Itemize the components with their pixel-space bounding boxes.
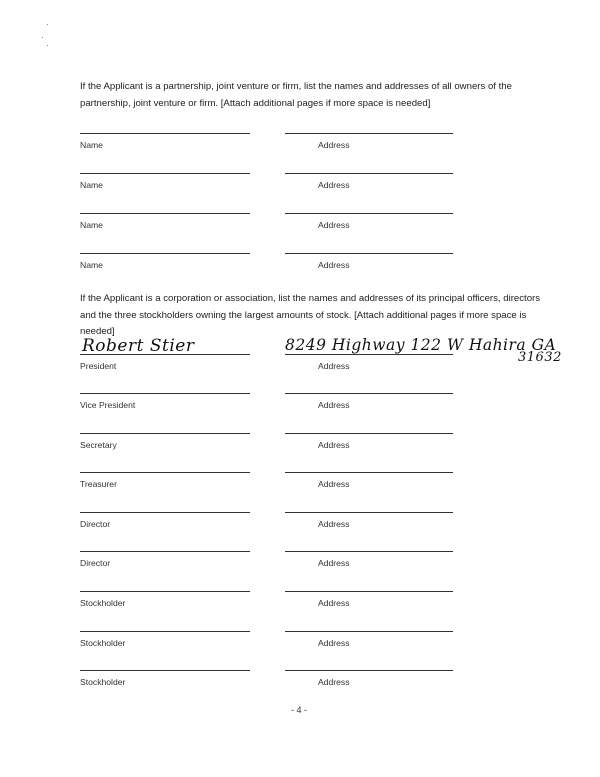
name-signature-line[interactable]	[80, 133, 250, 134]
name-signature-line[interactable]	[80, 253, 250, 254]
address-label: Address	[318, 140, 350, 150]
address-signature-line[interactable]	[285, 393, 453, 394]
name-signature-line[interactable]	[80, 591, 250, 592]
name-signature-line[interactable]	[80, 433, 250, 434]
field-label: Name	[80, 180, 103, 190]
address-label: Address	[318, 479, 350, 489]
field-label: Stockholder	[80, 598, 126, 608]
field-label: Name	[80, 140, 103, 150]
name-signature-line[interactable]	[80, 213, 250, 214]
address-label: Address	[318, 440, 350, 450]
field-label: Vice President	[80, 400, 136, 410]
address-signature-line[interactable]	[285, 512, 453, 513]
scan-speck	[42, 37, 43, 38]
name-signature-line[interactable]	[80, 173, 250, 174]
address-label: Address	[318, 677, 350, 687]
field-label: Name	[80, 220, 103, 230]
address-signature-line[interactable]	[285, 551, 453, 552]
field-label: President	[80, 361, 117, 371]
address-signature-line[interactable]	[285, 670, 453, 671]
address-signature-line[interactable]	[285, 253, 453, 254]
address-label: Address	[318, 558, 350, 568]
field-label: Director	[80, 519, 111, 529]
name-signature-line[interactable]	[80, 393, 250, 394]
name-signature-line[interactable]	[80, 631, 250, 632]
address-signature-line[interactable]	[285, 213, 453, 214]
address-signature-line[interactable]	[285, 591, 453, 592]
page-number: - 4 -	[291, 705, 308, 715]
address-label: Address	[318, 361, 350, 371]
address-label: Address	[318, 400, 350, 410]
name-signature-line[interactable]	[80, 512, 250, 513]
address-label: Address	[318, 180, 350, 190]
scan-speck	[47, 24, 48, 25]
field-label: Name	[80, 260, 103, 270]
address-signature-line[interactable]	[285, 173, 453, 174]
address-signature-line[interactable]	[285, 631, 453, 632]
field-label: Treasurer	[80, 479, 117, 489]
address-signature-line[interactable]	[285, 433, 453, 434]
field-label: Stockholder	[80, 677, 126, 687]
scan-speck	[47, 45, 48, 46]
field-label: Stockholder	[80, 638, 126, 648]
president-name-handwritten: Robert Stier	[82, 336, 195, 356]
address-label: Address	[318, 220, 350, 230]
address-label: Address	[318, 598, 350, 608]
address-signature-line[interactable]	[285, 472, 453, 473]
president-address-handwritten: 8249 Highway 122 W Hahira GA	[285, 336, 557, 354]
president-zip-handwritten: 31632	[518, 350, 562, 365]
name-signature-line[interactable]	[80, 551, 250, 552]
name-signature-line[interactable]	[80, 670, 250, 671]
address-signature-line[interactable]	[285, 354, 453, 355]
name-signature-line[interactable]	[80, 472, 250, 473]
address-label: Address	[318, 638, 350, 648]
address-label: Address	[318, 519, 350, 529]
address-signature-line[interactable]	[285, 133, 453, 134]
field-label: Director	[80, 558, 111, 568]
field-label: Secretary	[80, 440, 117, 450]
corporation-instructions: If the Applicant is a corporation or association, list the names and addresses of its principal officers, directors and the three stockholders owning the largest amounts of stock. [Attach additional pages if more space is needed]	[80, 293, 541, 337]
address-label: Address	[318, 260, 350, 270]
partnership-instructions: If the Applicant is a partnership, joint venture or firm, list the names and addresses of all owners of the partnership, joint venture or firm. [Attach additional pages if more space is needed]	[80, 81, 512, 109]
